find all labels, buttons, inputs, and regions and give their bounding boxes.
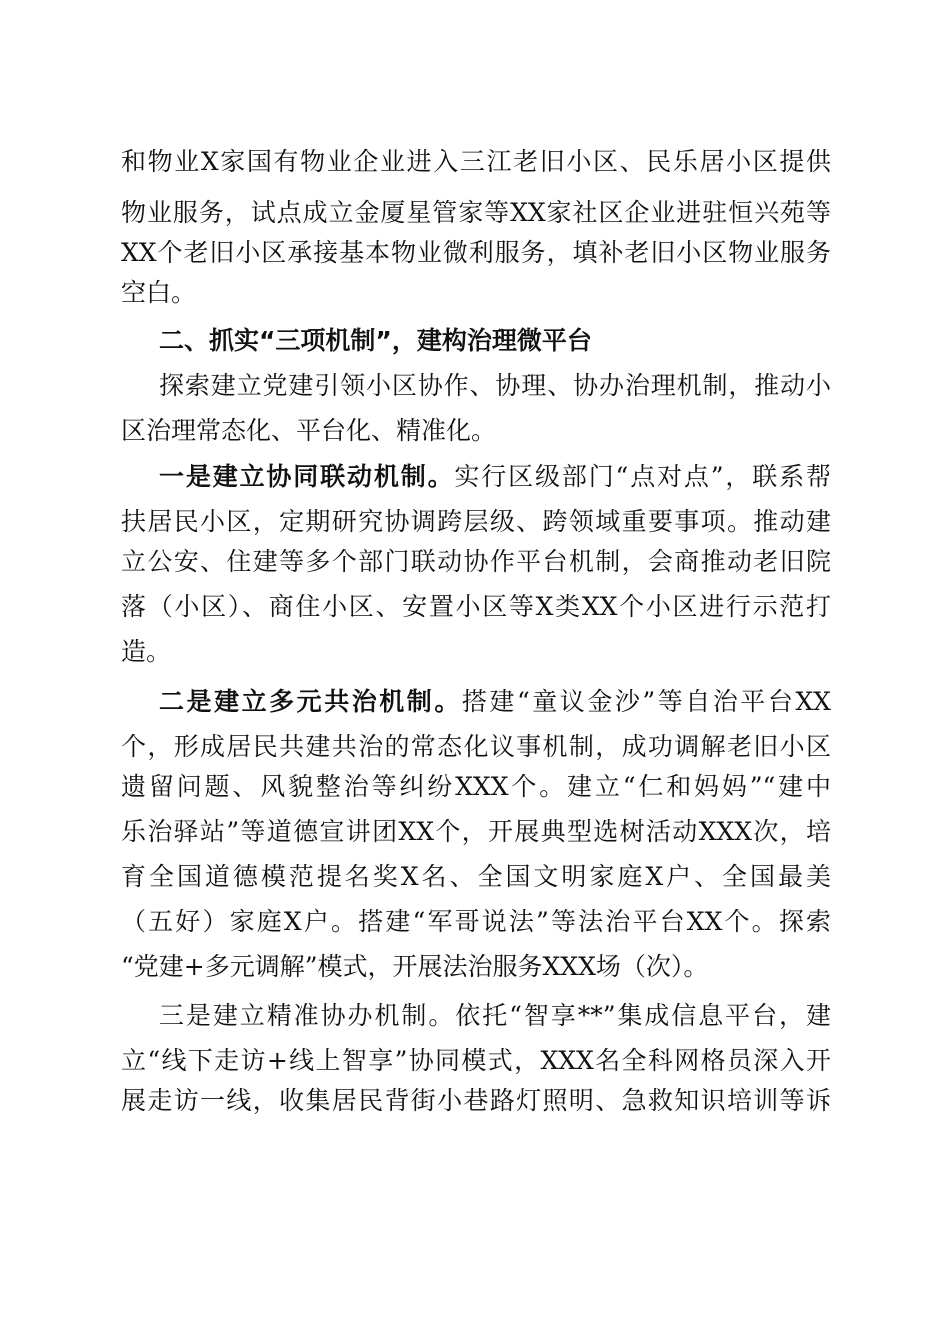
para4-line5: 育全国道德模范提名奖X名、全国文明家庭X户、全国最美 <box>121 862 831 891</box>
para3-line1 <box>159 457 831 497</box>
para4-line2: 个，形成居民共建共治的常态化议事机制，成功调解老旧小区 <box>121 732 831 761</box>
para4-line4: 乐治驿站”等道德宣讲团XX个，开展典型选树活动XXX次，培 <box>121 817 831 846</box>
para3-line3: 立公安、住建等多个部门联动协作平台机制，会商推动老旧院 <box>121 547 831 576</box>
para3-line4: 落（小区）、商住小区、安置小区等X类XX个小区进行示范打 <box>121 592 831 621</box>
para5-lead: 三是建立精准协办机制。 <box>159 1001 456 1030</box>
para4-line6: （五好）家庭X户。搭建“军哥说法”等法治平台XX个。探索 <box>121 907 831 936</box>
para5-line3: 展走访一线，收集居民背街小巷路灯照明、急救知识培训等诉 <box>121 1086 831 1115</box>
para5-line1 <box>159 996 831 1036</box>
para2-line2: 区治理常态化、平台化、精准化。 <box>121 416 497 445</box>
section-heading: 二、抓实“三项机制”，建构治理微平台 <box>159 326 592 355</box>
para5-line2: 立“线下走访+线上智享”协同模式，XXX名全科网格员深入开 <box>121 1046 831 1075</box>
para1-line3: XX个老旧小区承接基本物业微利服务，填补老旧小区物业服务 <box>121 238 831 267</box>
para5-line1-rest: 依托“智享**”集成信息平台，建 <box>455 1001 831 1030</box>
para3-lead: 一是建立协同联动机制。 <box>159 462 455 491</box>
para4-line7: “党建+多元调解”模式，开展法治服务XXX场（次）。 <box>121 952 709 981</box>
para4-line1 <box>159 682 831 722</box>
para4-lead: 二是建立多元共治机制。 <box>159 687 462 716</box>
para1-line4: 空白。 <box>121 278 197 307</box>
para1-line2: 物业服务，试点成立金厦星管家等XX家社区企业进驻恒兴苑等 <box>121 198 831 227</box>
para2-line1: 探索建立党建引领小区协作、协理、协办治理机制，推动小 <box>159 371 831 400</box>
para3-line2: 扶居民小区，定期研究协调跨层级、跨领域重要事项。推动建 <box>121 507 831 536</box>
para4-line1-rest: 搭建“童议金沙”等自治平台XX <box>461 687 831 716</box>
para3-line1-rest: 实行区级部门“点对点”，联系帮 <box>454 462 831 491</box>
para1-line1: 和物业X家国有物业企业进入三江老旧小区、民乐居小区提供 <box>121 147 831 176</box>
para3-line5: 造。 <box>121 637 172 666</box>
para4-line3: 遗留问题、风貌整治等纠纷XXX个。建立“仁和妈妈”“建中 <box>121 772 831 801</box>
